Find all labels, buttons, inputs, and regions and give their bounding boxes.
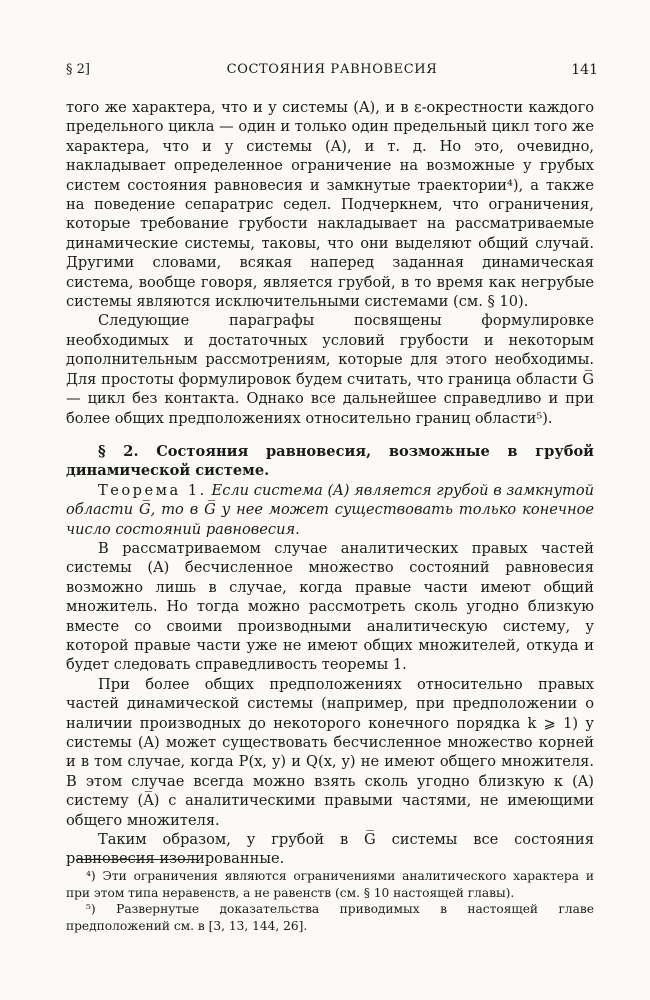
- page-number: 141: [571, 62, 598, 78]
- paragraph-2: Следующие параграфы посвящены формулировке необходимых и достаточных условий грубости и некоторым дополнительным рассмотрениям, которые для этого необходимы. Для простоты формулировок будем считать, что граница области G̅ — цикл без контакта. Однако все дальнейшее справедливо и при более общих предположениях относительно границ области⁵).: [66, 312, 594, 427]
- theorem-text: Если система (A) является грубой в замкнутой области G̅, то в G̅ у нее может существовать только конечное число состояний равновесия.: [66, 481, 595, 538]
- running-header: [66, 62, 598, 84]
- header-title: СОСТОЯНИЯ РАВНОВЕСИЯ: [226, 62, 438, 77]
- footnote-5: ⁵) Развернутые доказательства приводимых в настоящей главе предположений см. в [3, 13, 144, 26].: [66, 902, 594, 933]
- theorem-1: [66, 481, 594, 539]
- footnote-4: ⁴) Эти ограничения являются ограничениями аналитического характера и при этом типа неравенств, а не равенств (см. § 10 настоящей главы).: [66, 869, 594, 900]
- paragraph-4: При более общих предположениях относительно правых частей динамической системы (например, при предположении о наличии производных до некоторого конечного порядка k ⩾ 1) у системы (A) может существовать бесчисленное множество корней и в том случае, когда P(x, y) и Q(x, y) не имеют общего множителя. В этом случае всегда можно взять сколь угодно близкую к (A) систему (A̅) с аналитическими правыми частями, не имеющими общего множителя.: [66, 675, 594, 829]
- paragraph-3: В рассматриваемом случае аналитических правых частей системы (A) бесчисленное множество состояний равновесия возможно лишь в случае, когда правые части имеют общий множитель. Но тогда можно рассмотреть сколь угодно близкую вместе со своими производными аналитическую систему, у которой правые части уже не имеют общих множителей, откуда и будет следовать справедливость теоремы 1.: [66, 539, 594, 674]
- paragraph-5: Таким образом, у грубой в G̅ системы все состояния равновесия изолированные.: [66, 831, 594, 868]
- section-heading: § 2. Состояния равновесия, возможные в грубой динамической системе.: [66, 442, 594, 480]
- footnote-divider: [76, 859, 198, 860]
- header-section-ref: § 2]: [66, 62, 90, 77]
- footnotes: [66, 868, 594, 934]
- theorem-label: Теорема 1.: [98, 481, 207, 499]
- paragraph-1: того же характера, что и у системы (A), и в ε-окрестности каждого предельного цикла — один и только один предельный цикл того же характера, что и у системы (A), и т. д. Но это, очевидно, накладывает определенное ограничение на возможные у грубых систем состояния равновесия и замкнутые траектории⁴), а также на поведение сепаратрис седел. Подчеркнем, что ограничения, которые требование грубости накладывает на рассматриваемые динамические системы, таковы, что они выделяют общий случай. Другими словами, всякая наперед заданная динамическая система, вообще говоря, является грубой, в то время как негрубые системы являются исключительными системами (см. § 10).: [66, 99, 594, 311]
- main-text: [66, 98, 594, 869]
